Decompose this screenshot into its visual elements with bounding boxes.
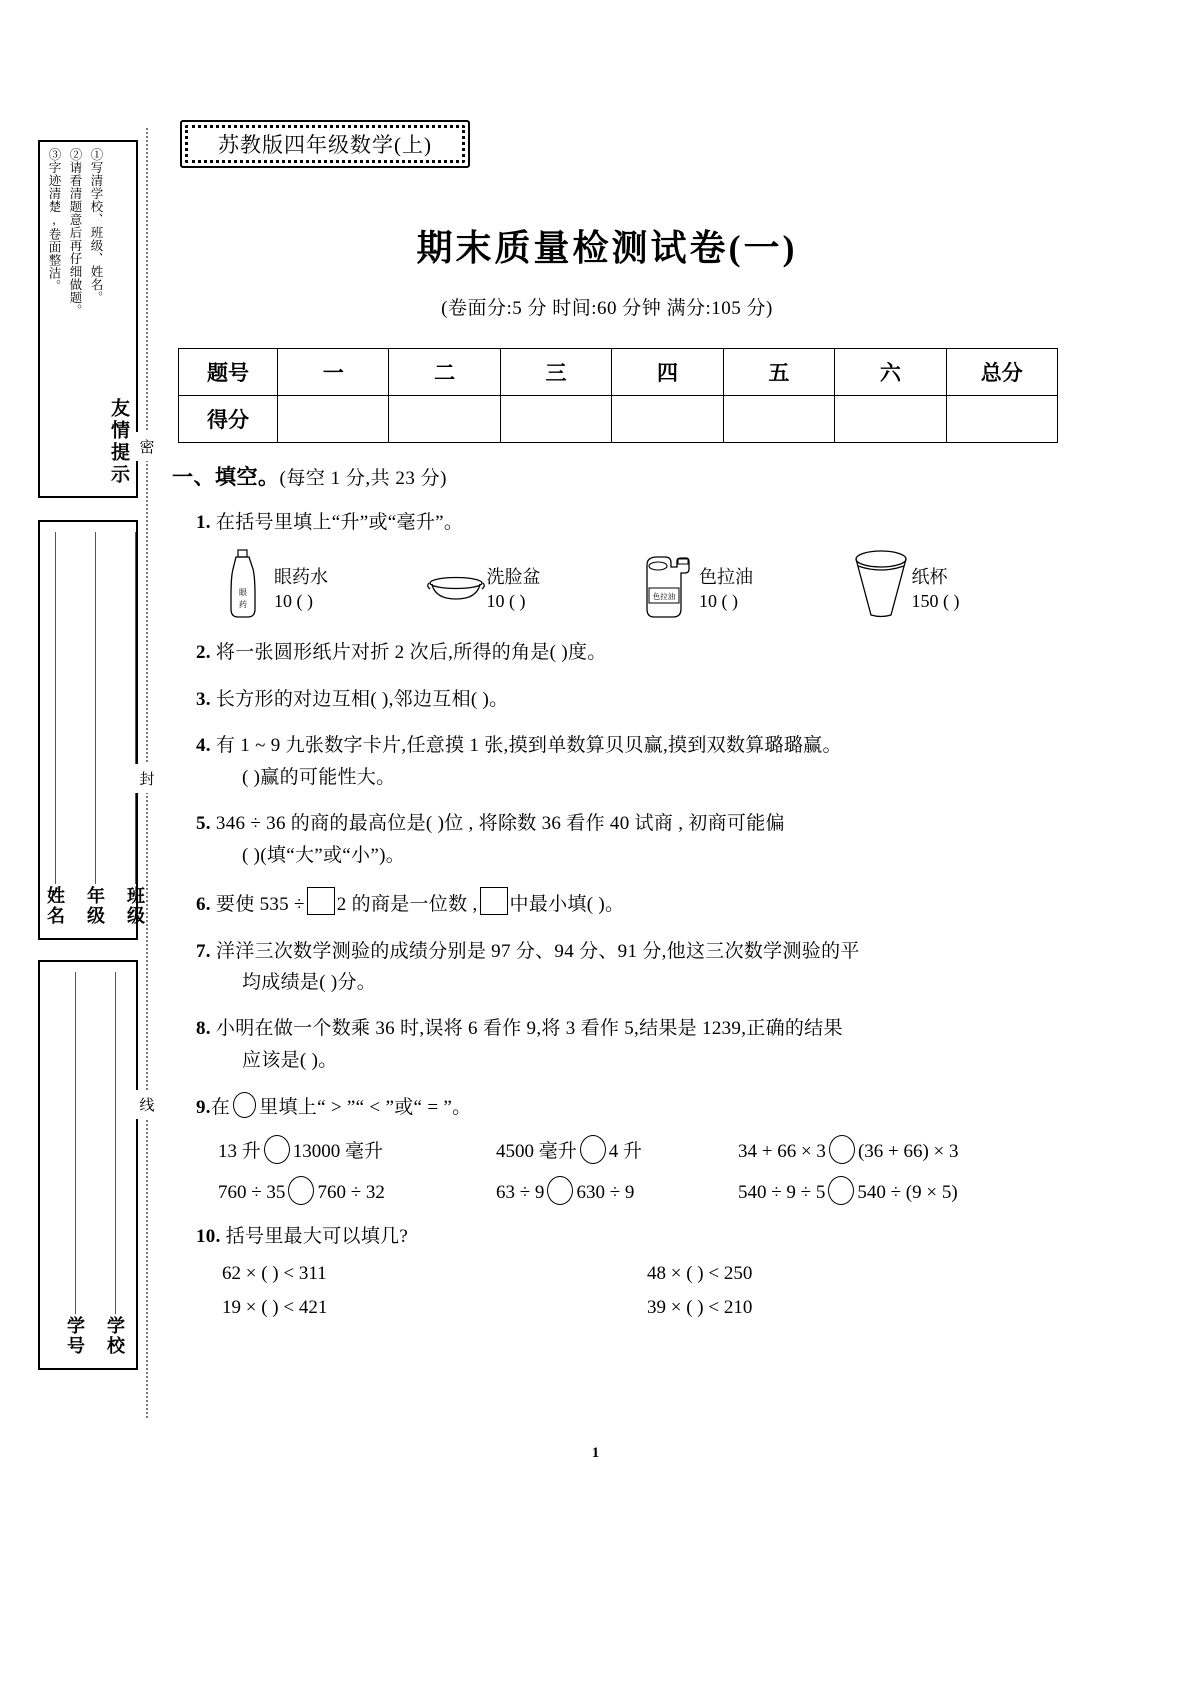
- field-school-line: [115, 972, 116, 1314]
- score-table-row-label-score: 得分: [179, 396, 278, 443]
- question-9-expr-5-left: 63 ÷ 9: [496, 1181, 545, 1203]
- question-9-answer-circle-1[interactable]: [264, 1135, 290, 1164]
- question-9-expr-6-left: 540 ÷ 9 ÷ 5: [738, 1181, 826, 1203]
- question-8-text-line2[interactable]: 应该是( )。: [242, 1049, 338, 1071]
- svg-text:色拉油: 色拉油: [652, 592, 676, 602]
- field-student-id-line: [75, 972, 76, 1314]
- question-10-row-2: [222, 1297, 1072, 1319]
- question-7-number: 7.: [196, 940, 211, 962]
- question-7-text-line1: 洋洋三次数学测验的成绩分别是 97 分、94 分、91 分,他这三次数学测验的平: [215, 940, 860, 962]
- field-grade[interactable]: [82, 532, 108, 926]
- question-7-text-line2[interactable]: 均成绩是( )分。: [242, 971, 377, 993]
- exam-meta-line: (卷面分:5 分 时间:60 分钟 满分:105 分): [441, 298, 773, 319]
- seal-char-xian: 线: [133, 1090, 161, 1119]
- question-9-circle-sample: [233, 1092, 256, 1118]
- field-class[interactable]: [122, 532, 148, 926]
- question-1-text: 在括号里填上“升”或“毫升”。: [215, 512, 464, 533]
- question-9-expr-3-left: 34 + 66 × 3: [738, 1140, 826, 1162]
- question-10-expr-3[interactable]: 19 × ( ) < 421: [222, 1297, 328, 1319]
- question-4: [196, 731, 1072, 792]
- question-9-expr-3: [738, 1135, 1038, 1164]
- question-1-item-2-blank[interactable]: 10 ( ): [486, 591, 526, 612]
- left-rail: [30, 120, 150, 1420]
- question-5: [196, 809, 1072, 870]
- question-4-number: 4.: [196, 735, 211, 757]
- textbook-edition-badge: [180, 120, 470, 168]
- question-9-expr-1: [218, 1135, 496, 1164]
- page-title: 期末质量检测试卷(一): [416, 228, 798, 268]
- question-9-expr-4-left: 760 ÷ 35: [218, 1181, 286, 1203]
- question-2-number: 2.: [196, 642, 211, 664]
- question-5-text-line2[interactable]: ( )(填“大”或“小”)。: [242, 844, 405, 866]
- question-9-expr-2: [496, 1135, 738, 1164]
- question-9: [196, 1092, 1072, 1122]
- question-9-answer-circle-3[interactable]: [829, 1135, 855, 1164]
- question-6-box-blank-2[interactable]: [480, 887, 508, 915]
- page-number: 1: [591, 1445, 600, 1461]
- field-grade-line: [95, 532, 96, 884]
- question-9-row-1: [218, 1135, 1058, 1164]
- question-6-text-part3[interactable]: 中最小填( )。: [509, 894, 625, 916]
- question-7: [196, 937, 1072, 998]
- question-9-answer-circle-2[interactable]: [580, 1135, 606, 1164]
- question-1-items: [212, 547, 1062, 621]
- question-5-number: 5.: [196, 813, 211, 835]
- question-8-number: 8.: [196, 1018, 211, 1040]
- seal-char-mi: 密: [133, 432, 161, 461]
- question-3: [196, 685, 1072, 714]
- question-2: [196, 638, 1072, 667]
- question-9-expr-5: [496, 1176, 738, 1205]
- question-1-item-1-blank[interactable]: 10 ( ): [274, 591, 313, 612]
- score-value-5[interactable]: [723, 396, 834, 443]
- score-col-1: 一: [278, 349, 389, 396]
- question-9-text-a: 在: [210, 1097, 231, 1119]
- question-9-expr-6: [738, 1176, 1038, 1205]
- question-9-row-2: [218, 1176, 1058, 1205]
- textbook-edition-label: 苏教版四年级数学(上): [216, 129, 434, 159]
- question-10: [196, 1222, 1072, 1251]
- question-2-text[interactable]: 将一张圆形纸片对折 2 次后,所得的角是( )度。: [215, 642, 607, 664]
- score-col-6: 六: [835, 349, 946, 396]
- wash-basin-icon: [425, 547, 487, 621]
- question-8-text-line1: 小明在做一个数乘 36 时,误将 6 看作 9,将 3 看作 5,结果是 1239,正确的结果: [215, 1018, 843, 1040]
- question-4-text-line1: 有 1 ~ 9 九张数字卡片,任意摸 1 张,摸到单数算贝贝赢,摸到双数算璐璐赢。: [215, 735, 842, 757]
- question-8: [196, 1014, 1072, 1075]
- score-col-4: 四: [612, 349, 723, 396]
- question-9-expr-4: [218, 1176, 496, 1205]
- question-3-number: 3.: [196, 688, 211, 710]
- score-value-3[interactable]: [500, 396, 611, 443]
- section-1-points: (每空 1 分,共 23 分): [279, 468, 447, 489]
- tip-item-1: ①写清学校、班级、姓名。: [89, 148, 103, 304]
- question-10-text: 括号里最大可以填几?: [225, 1225, 409, 1247]
- question-6: [196, 887, 1072, 919]
- question-9-text-b: 里填上“ > ”“ < ”或“ = ”。: [259, 1097, 472, 1119]
- tip-item-2: ②请看清题意后再仔细做题。: [68, 148, 82, 317]
- question-5-text-line1: 346 ÷ 36 的商的最高位是( )位 , 将除数 36 看作 40 试商 , 初商可能偏: [215, 813, 785, 835]
- question-1-item-4-blank[interactable]: 150 ( ): [911, 591, 960, 612]
- question-6-text-part2: 2 的商是一位数 ,: [336, 894, 478, 916]
- field-name-label: 姓名: [45, 886, 65, 926]
- question-9-expr-5-right: 630 ÷ 9: [576, 1181, 635, 1203]
- field-school-label: 学校: [105, 1316, 125, 1356]
- field-student-id-label: 学号: [65, 1316, 85, 1356]
- field-name[interactable]: [42, 532, 68, 926]
- question-10-number: 10.: [196, 1225, 221, 1247]
- section-1-heading: [172, 461, 1072, 491]
- question-1-item-4: [850, 547, 1063, 621]
- score-table: [178, 348, 1058, 443]
- question-6-number: 6.: [196, 894, 211, 916]
- question-1-item-2: [425, 547, 638, 621]
- score-value-4[interactable]: [612, 396, 723, 443]
- score-col-2: 二: [389, 349, 500, 396]
- class-info-fields: [28, 532, 148, 926]
- eye-drop-bottle-icon: [212, 547, 274, 621]
- question-9-expr-4-right: 760 ÷ 32: [317, 1181, 385, 1203]
- score-value-1[interactable]: [278, 396, 389, 443]
- question-10-expr-2[interactable]: 48 × ( ) < 250: [647, 1263, 753, 1285]
- score-col-total: 总分: [946, 349, 1057, 396]
- paper-cup-icon: [850, 547, 912, 621]
- question-6-text-part1: 要使 535 ÷: [215, 894, 305, 916]
- question-1-item-3-label: 色拉油: [699, 567, 753, 588]
- question-1-item-4-label: 纸杯: [911, 567, 948, 588]
- field-grade-label: 年级: [85, 886, 105, 926]
- question-9-expr-1-left: 13 升: [218, 1140, 261, 1162]
- seal-char-feng: 封: [133, 764, 161, 793]
- score-value-2[interactable]: [389, 396, 500, 443]
- field-student-id[interactable]: [62, 972, 88, 1356]
- class-info-box: [38, 520, 145, 940]
- friendly-tips-list: [42, 148, 105, 317]
- question-1-item-1: [212, 547, 425, 621]
- field-school[interactable]: [102, 972, 128, 1356]
- question-10-row-1: [222, 1263, 1072, 1285]
- question-9-answer-circle-5[interactable]: [547, 1176, 573, 1205]
- question-1-item-1-label: 眼药水: [274, 567, 328, 588]
- question-1-number: 1.: [196, 512, 211, 533]
- score-value-6[interactable]: [835, 396, 946, 443]
- score-table-value-row: [179, 396, 1058, 443]
- question-10-expr-4[interactable]: 39 × ( ) < 210: [647, 1297, 753, 1319]
- score-table-header-row: [179, 349, 1058, 396]
- exam-paper: [172, 120, 1072, 1319]
- question-9-expr-6-right: 540 ÷ (9 × 5): [857, 1181, 958, 1203]
- question-10-expr-1[interactable]: 62 × ( ) < 311: [222, 1263, 327, 1285]
- question-9-expr-2-right: 4 升: [608, 1140, 643, 1162]
- question-1: [196, 508, 1072, 537]
- section-1-title: 一、填空。: [172, 465, 280, 489]
- score-value-total[interactable]: [946, 396, 1057, 443]
- field-class-label: 班级: [125, 886, 145, 926]
- score-col-3: 三: [500, 349, 611, 396]
- question-9-answer-circle-4[interactable]: [288, 1176, 314, 1205]
- svg-text:药: 药: [239, 600, 247, 610]
- question-9-number: 9.: [196, 1097, 211, 1119]
- svg-text:眼: 眼: [239, 588, 247, 598]
- school-info-box: [38, 960, 138, 1370]
- school-info-fields: [48, 972, 128, 1356]
- score-table-row-label-question: 题号: [179, 349, 278, 396]
- question-1-item-3: [637, 547, 850, 621]
- question-9-expr-1-right: 13000 毫升: [292, 1140, 384, 1162]
- score-col-5: 五: [723, 349, 834, 396]
- field-class-line: [135, 532, 136, 884]
- question-6-box-blank-1[interactable]: [307, 887, 335, 915]
- question-4-text-line2[interactable]: ( )赢的可能性大。: [242, 766, 396, 788]
- oil-jug-icon: [637, 547, 699, 621]
- question-9-answer-circle-6[interactable]: [828, 1176, 854, 1205]
- question-9-expr-3-right: (36 + 66) × 3: [857, 1140, 959, 1162]
- tip-item-3: ③字迹清楚,卷面整洁。: [47, 148, 61, 293]
- field-name-line: [55, 532, 56, 884]
- question-9-expr-2-left: 4500 毫升: [496, 1140, 577, 1162]
- question-3-text[interactable]: 长方形的对边互相( ),邻边互相( )。: [215, 688, 509, 710]
- question-1-item-2-label: 洗脸盆: [486, 567, 541, 588]
- friendly-tips-title: 友情提示: [108, 398, 129, 486]
- question-1-item-3-blank[interactable]: 10 ( ): [699, 591, 738, 612]
- friendly-tips-box: [38, 140, 138, 498]
